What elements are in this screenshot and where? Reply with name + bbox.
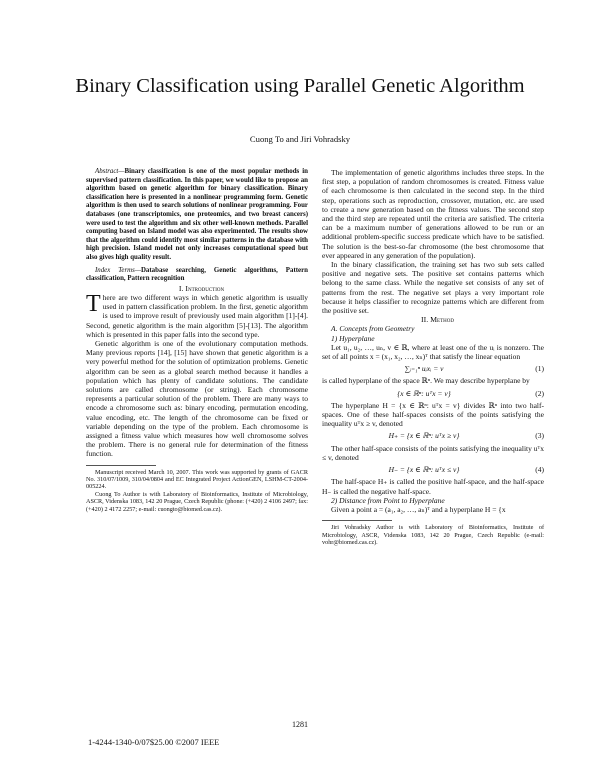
page-number: 1281 bbox=[292, 720, 308, 729]
hyperplane-paragraph-3: The hyperplane H = {x ∈ ℝⁿ: uᵀx = v} divides ℝⁿ into two half-spaces. One of these half-spaces consists of the points satisfying the inequality uᵀx ≥ v, denoted bbox=[322, 400, 544, 429]
footnote-divider-right bbox=[322, 520, 392, 521]
body-paragraph-binary: In the binary classification, the training set has two sub sets called positive and negative sets. The positive set contains patterns which belong to the same class. While the negative set consists of any set of patterns from the rest. The negative set plays a very important role because it helps classifier to recognize patterns which are different from the positive set. bbox=[322, 260, 544, 316]
copyright-line: 1-4244-1340-0/07$25.00 ©2007 IEEE bbox=[88, 737, 220, 747]
equation-4-expression: H₋ = {x ∈ ℝⁿ: uᵀx ≤ v} bbox=[388, 465, 460, 475]
equation-1 bbox=[322, 364, 544, 373]
distance-paragraph-1: Given a point a = (a₁, a₂, …, aₙ)ᵀ and a hyperplane H = {x bbox=[331, 504, 506, 514]
index-terms-label: Index Terms— bbox=[95, 266, 141, 274]
intro-paragraph-1-text: here are two different ways in which genetic algorithm is usually used in pattern classification problem. In the first, genetic algorithm is used to improve result of previously used main algorithm [1]-[4]. Second, genetic algorithm is the main algorithm [5]-[13]. The algorithm which is presented in this paper falls into the second type. bbox=[86, 292, 308, 339]
equation-4 bbox=[322, 465, 544, 474]
section-heading-introduction: I. Introduction bbox=[178, 283, 225, 293]
intro-paragraph-1 bbox=[86, 290, 308, 339]
footnote-manuscript: Manuscript received March 10, 2007. This work was supported by grants of GACR No. 310/07/1009, 310/04/0804 and EC Integrated Project ActionGEN, LSHM-CT-2004-005224. bbox=[86, 468, 308, 491]
equation-3-expression: H₊ = {x ∈ ℝⁿ: uᵀx ≥ v} bbox=[388, 431, 460, 441]
subsubsection-heading-distance: 2) Distance from Point to Hyperplane bbox=[331, 495, 445, 505]
hyperplane-paragraph-5: The half-space H₊ is called the positive half-space, and the half-space H₋ is called the negative half-space. bbox=[322, 477, 544, 496]
section-heading-method: II. Method bbox=[421, 315, 454, 325]
author-line: Cuong To and Jiri Vohradsky bbox=[249, 134, 351, 144]
abstract-label: Abstract— bbox=[95, 168, 125, 175]
equation-4-number: (4) bbox=[535, 465, 544, 475]
drop-cap: T bbox=[86, 290, 101, 317]
subsubsection-heading-hyperplane: 1) Hyperplane bbox=[331, 333, 375, 343]
index-terms-text: Database searching, Genetic algorithms, Pattern classification, Pattern recognition bbox=[86, 266, 308, 283]
hyperplane-paragraph-4: The other half-space consists of the points satisfying the inequality uᵀx ≤ v, denoted bbox=[322, 443, 544, 462]
body-paragraph-implementation: The implementation of genetic algorithms includes three steps. In the first step, a population of random chromosomes is created. Fitness value of each chromosome is then calculated in the second step. In the third step, operations such as reproduction, crossover, mutation, etc. are used to create a new generation based on the fitness values. The second step and the third step are repeated until the criteria are satisfied. The criteria can be a maximum number of generations allowed to be run or an additional problem-specific success predicate which have to be satisfied. The solution is the best-so-far chromosome (the best chromosome that ever appeared in any generation of the population). bbox=[322, 168, 544, 260]
equation-3-number: (3) bbox=[535, 431, 544, 441]
abstract-text: Binary classification is one of the most popular methods in supervised pattern classification. In this paper, we would like to propose an algorithm based on genetic algorithm for binary classification. Binary classification here is presented in a nonlinear programming form. Genetic algorithm is then used to search solutions of nonlinear programming. Four databases (one transcriptomics, one proteomics, and two breast cancers) were used to test the algorithm and six other well-known methods. Parallel computing based on Island model was also experimented. The results show that the algorithm could identify most similar patterns in the database with high precision. Island model not only increases computational speed but also gives high quality result. bbox=[86, 168, 308, 261]
intro-paragraph-2: Genetic algorithm is one of the evolutionary computation methods. Many previous reports [14], [15] have shown that genetic algorithm is a very powerful method for the solution of optimization problems. Genetic algorithm can be seen as a global search method because it handles a population which has plenty of candidate solutions. The candidate solutions are called chromosome (or string). Each chromosome represents a particular solution of the problem. There are many ways to encode a chromosome such as: binary encoding, permutation encoding, value encoding, etc. The length of the chromosome can be fixed or variable depending on the type of the problem. Each chromosome is assigned a fitness value which measures how well chromosome solves the problem. There is no general rule for determination of the fitness function. bbox=[86, 338, 308, 459]
equation-2-expression: {x ∈ ℝⁿ: uᵀx = v} bbox=[397, 388, 451, 398]
footnote-author-1: Cuong To Author is with Laboratory of Bioinformatics, Institute of Microbiology, ASCR, Videnska 1083, 142 20 Prague, Czech Republic (phone: (+420) 2 4106 2497; fax: (+420) 2 4172 2257; e-mail: cuongto@biomed.cas.cz). bbox=[86, 490, 308, 513]
hyperplane-paragraph-1: Let u₁, u₂, …, uₙ, v ∈ ℝ, where at least one of the uᵢ is nonzero. The set of all points x = (x₁, x₂, …, xₙ)ᵀ that satisfy the linear equation bbox=[322, 342, 544, 362]
equation-2 bbox=[322, 389, 544, 398]
hyperplane-paragraph-2: is called hyperplane of the space ℝⁿ. We may describe hyperplane by bbox=[322, 376, 530, 386]
footnote-divider bbox=[86, 465, 156, 466]
index-terms bbox=[86, 267, 308, 284]
paper-title: Binary Classification using Parallel Genetic Algorithm bbox=[75, 75, 525, 97]
equation-1-number: (1) bbox=[535, 364, 544, 374]
equation-3 bbox=[322, 431, 544, 440]
subsection-heading-geometry: A. Concepts from Geometry bbox=[331, 324, 415, 334]
right-column bbox=[322, 168, 544, 546]
equation-1-expression: ∑ᵢ₌₁ⁿ uᵢxᵢ = v bbox=[404, 364, 444, 374]
abstract bbox=[86, 168, 308, 263]
equation-2-number: (2) bbox=[535, 388, 544, 398]
left-column bbox=[86, 168, 308, 513]
footnote-author-2: Jiri Vohradsky Author is with Laboratory of Bioinformatics, Institute of Microbiology, ASCR, Videnska 1083, 142 20 Prague, Czech Republic (e-mail: vohr@biomed.cas.cz). bbox=[322, 524, 544, 546]
